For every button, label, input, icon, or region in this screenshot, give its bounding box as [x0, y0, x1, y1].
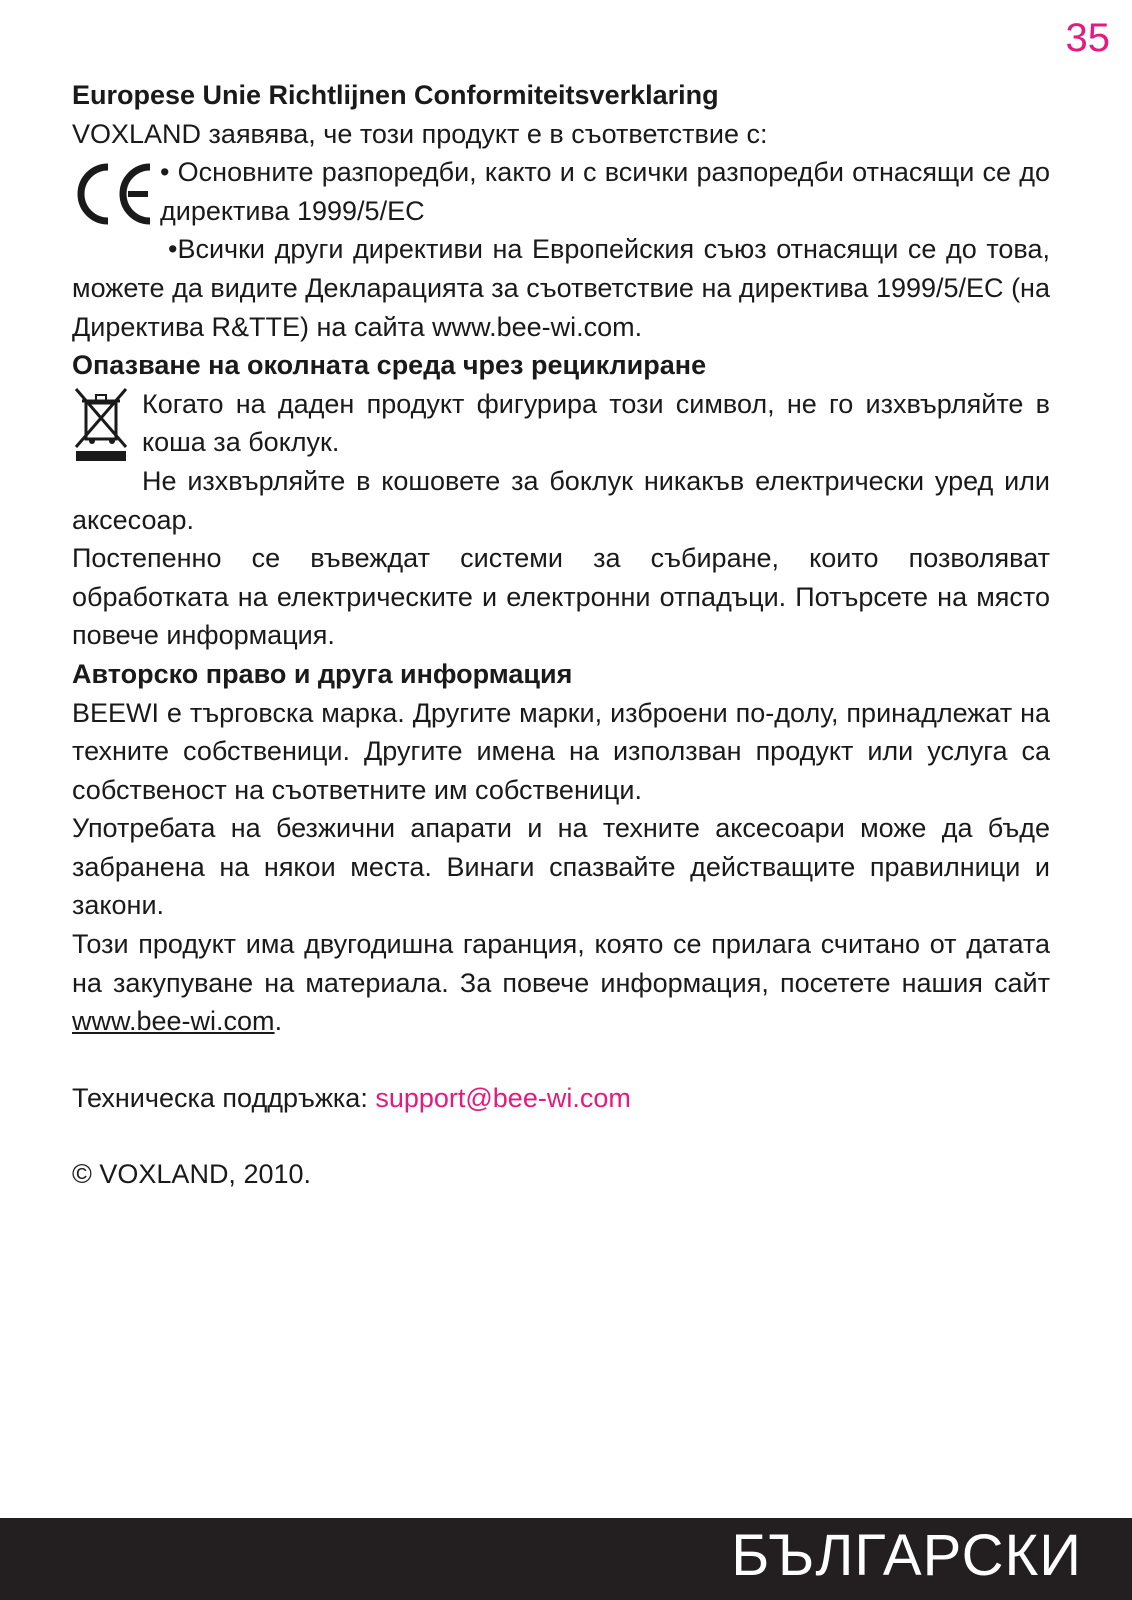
page-number: 35 — [1065, 16, 1110, 60]
document-body — [72, 76, 1050, 1194]
recycling-heading: Опазване на околната среда чрез рециклиране — [72, 350, 707, 381]
eu-intro: VOXLAND заявява, че този продукт е в съответствие с: — [72, 118, 768, 149]
recycling-block — [72, 385, 1050, 539]
copyright-heading: Авторско право и друга информация — [72, 658, 573, 689]
copyright-notice: © VOXLAND, 2010. — [72, 1159, 312, 1190]
recycling-para-3: Постепенно се въвеждат системи за събиране, които позволяват обработката на електрическите и електронни отпадъци. Потърсете на място повече информация. — [72, 543, 1050, 651]
recycling-para-2: Не изхвърляйте в кошовете за боклук никакъв електрически уред или аксесоар. — [72, 465, 1050, 535]
spacer — [72, 1117, 1050, 1155]
eu-bullet-2: •Всички други директиви на Европейския съюз отнасящи се до това, можете да видите Декларацията за съответствие на директива 1999/5/ЕС (на Директива R&TTE) на сайта www.bee-wi.com. — [72, 234, 1050, 342]
recycling-para-1: Когато на даден продукт фигурира този символ, не го изхвърляйте в коша за боклук. — [142, 388, 1050, 458]
eu-heading: Europese Unie Richtlijnen Conformiteitsverklaring — [72, 80, 719, 110]
support-email-link[interactable]: support@bee-wi.com — [375, 1082, 631, 1113]
support-line — [72, 1079, 1050, 1118]
language-footer-bar — [0, 1518, 1132, 1600]
warranty-end: . — [274, 1006, 283, 1037]
ce-mark-icon — [72, 159, 160, 229]
warranty-text: Този продукт има двугодишна гаранция, която се прилага считано от датата на закупуване на материала. За повече информация, посетете нашия сайт — [72, 929, 1050, 998]
ce-row — [72, 153, 1050, 230]
support-label: Техническа поддръжка: — [72, 1082, 376, 1113]
eu-bullet-1: • Основните разпоредби, както и с всички разпоредби отнасящи се до директива 1999/5/ЕС — [160, 157, 1050, 226]
language-label: БЪЛГАРСКИ — [731, 1523, 1082, 1588]
copyright-para-1: BEEWI е търговска марка. Другите марки, изброени по-долу, принадлежат на техните собственици. Другите имена на използван продукт или услуга са собственост на съответните им собственици. — [72, 697, 1050, 805]
website-link[interactable]: www.bee-wi.com — [72, 1006, 275, 1037]
spacer — [72, 1041, 1050, 1079]
crossed-bin-icon — [72, 385, 130, 463]
warranty-para — [72, 925, 1050, 1041]
copyright-para-2: Употребата на безжични апарати и на техните аксесоари може да бъде забранена на някои места. Винаги спазвайте действащите правилници и закони. — [72, 813, 1050, 921]
